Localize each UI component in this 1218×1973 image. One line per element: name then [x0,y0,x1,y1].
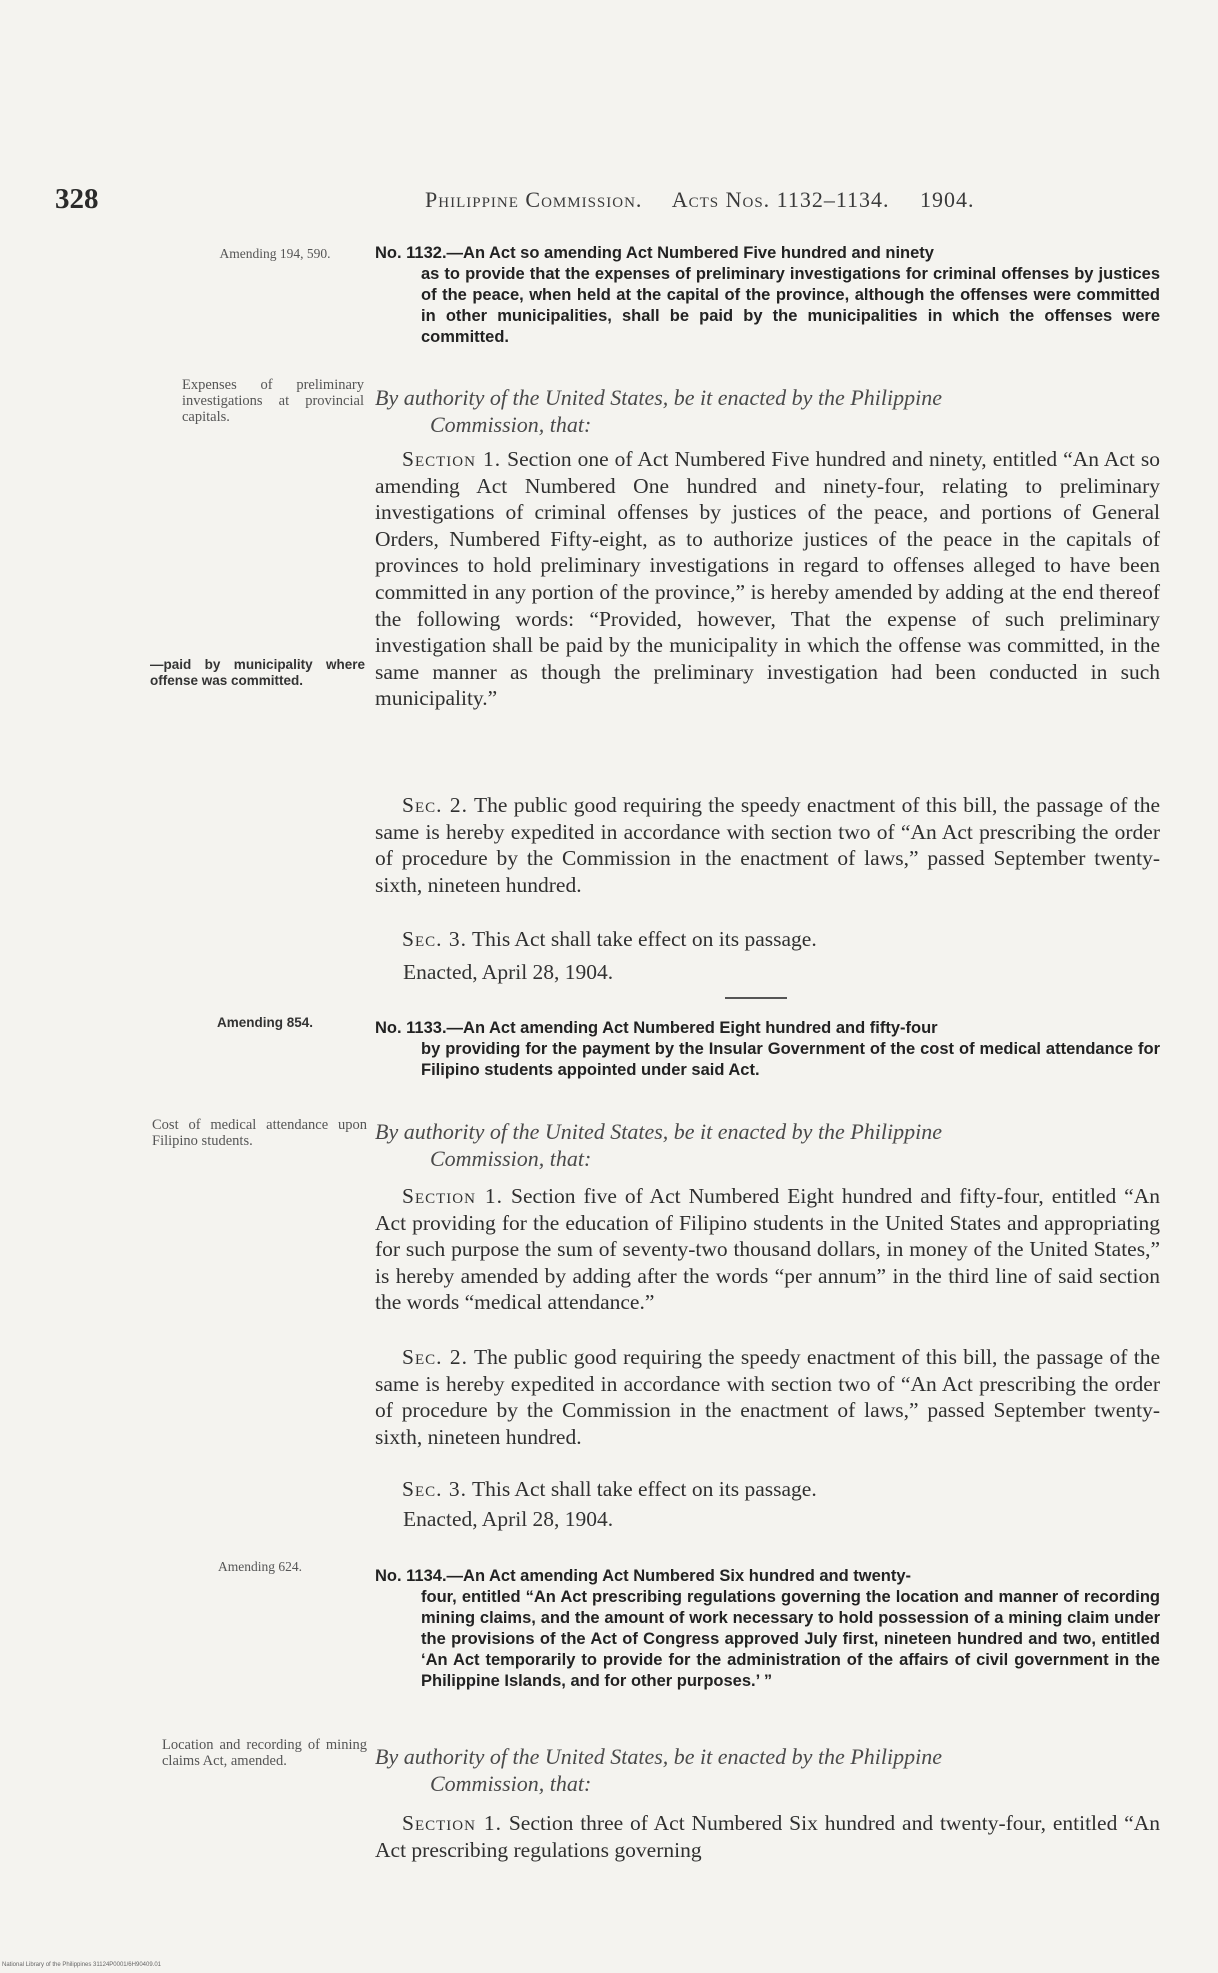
act-1134-sec1-text: Section three of Act Numbered Six hundred and twenty-four, entitled “An Act prescribing regulations governing [375,1811,1161,1862]
act-1133-headnote [375,1018,1160,1081]
act-1132-enacting-clause [375,384,1165,438]
act-1132-sec2-text: The public good requiring the speedy enactment of this bill, the passage of the same is hereby expedited in accordance with section two of “An Act prescribing the order of procedure by the Commission in the enactment of laws,” passed September twenty-sixth, nineteen hundred. [375,793,1160,897]
act-1133-sec3-label: Sec. 3. [402,1477,467,1501]
act-1132-sec2-label: Sec. 2. [402,793,468,817]
act-1133-sec1-label: Section 1. [402,1184,504,1208]
act-1133-headnote-rest: by providing for the payment by the Insular Government of the cost of medical attendance for Filipino students appointed under said Act. [421,1040,1160,1079]
header-year: 1904. [920,187,975,212]
act-1132-sec1-text: Section one of Act Numbered Five hundred and ninety, entitled “An Act so amending Act Numbered One hundred and ninety-four, relating to preliminary investigations of criminal offenses by justices of the peace, and portions of General Orders, Numbered Fifty-eight, as to authorize justices of the peace in the capitals of provinces to hold preliminary investigations in regard to offenses alleged to have been committed in any portion of the province,” is hereby amended by adding at the end thereof the following words: “Provided, however, That the expense of such preliminary investigation shall be paid by the municipality in which the offense was committed, in the same manner as though the preliminary investigation had been conducted in such municipality.” [375,447,1160,711]
act-1134-enacting-clause [375,1743,1165,1797]
act-1132-sec3-label: Sec. 3. [402,927,467,951]
act-1133-enacted: Enacted, April 28, 1904. [403,1507,614,1531]
act-1132-headnote-first: No. 1132.—An Act so amending Act Numbered Five hundred and ninety [375,244,934,262]
act-1133-enacting-1: By authority of the United States, be it enacted by the Philippine [375,1119,942,1144]
margin-note-amending-1132: Amending 194, 590. [219,246,331,261]
act-1133-enacting-2: Commission, that: [430,1146,592,1171]
act-1132-sec1-label: Section 1. [402,447,502,471]
act-1132-section-2 [375,792,1160,898]
act-1132-section-3 [375,926,1160,953]
act-1134-headnote-rest: four, entitled “An Act prescribing regulations governing the location and manner of recording mining claims, and the amount of work necessary to hold possession of a mining claim under the provisions of the Act of Congress approved July first, nineteen hundred and two, entitled ‘An Act temporarily to provide for the administration of the affairs of civil government in the Philippine Islands, and for other purposes.’ ” [421,1588,1160,1690]
margin-note-amending-1134: Amending 624. [218,1559,302,1574]
act-1133-enacting-clause [375,1118,1165,1172]
act-1132-enacting-1: By authority of the United States, be it enacted by the Philippine [375,385,942,410]
margin-note-cost: Cost of medical attendance upon Filipino students. [152,1117,367,1149]
header-title: Philippine Commission. [425,187,643,212]
act-1133-sec3-text: This Act shall take effect on its passage. [472,1477,817,1501]
act-1133-sec1-text: Section five of Act Numbered Eight hundred and fifty-four, entitled “An Act providing for the education of Filipino students in the United States and appropriating for such purpose the sum of seventy-two thousand dollars, in money of the United States,” is hereby amended by adding after the words “per annum” in the third line of said section the words “medical attendance.” [375,1184,1160,1315]
act-1132-section-1 [375,446,1160,712]
act-1133-sec2-text: The public good requiring the speedy enactment of this bill, the passage of the same is hereby expedited in accordance with section two of “An Act prescribing the order of procedure by the Commission in the enactment of laws,” passed September twenty-sixth, nineteen hundred. [375,1345,1160,1449]
margin-note-location: Location and recording of mining claims Act, amended. [162,1737,367,1769]
act-1132-enacted: Enacted, April 28, 1904. [403,960,614,984]
act-1134-headnote [375,1566,1160,1692]
act-1132-sec3-text: This Act shall take effect on its passage. [472,927,817,951]
margin-note-expenses: Expenses of preliminary investigations at provincial capitals. [182,377,364,425]
act-1134-section-1 [375,1810,1160,1863]
act-1133-sec2-label: Sec. 2. [402,1345,468,1369]
act-1132-headnote [375,243,1160,348]
act-1134-headnote-first: No. 1134.—An Act amending Act Numbered Six hundred and twenty- [375,1567,912,1585]
act-1134-sec1-label: Section 1. [402,1811,502,1835]
margin-note-paid: —paid by municipality where offense was committed. [150,657,365,688]
act-1133-section-2 [375,1344,1160,1450]
scan-footer-note: National Library of the Philippines 31124P0001/6H90409.01 [2,1962,162,1968]
act-1133-section-1 [375,1183,1160,1316]
section-divider [725,997,787,999]
margin-note-amending-1133: Amending 854. [216,1015,314,1030]
page-number: 328 [55,183,99,215]
act-1133-section-3 [375,1476,1160,1503]
act-1132-headnote-rest: as to provide that the expenses of preliminary investigations for criminal offenses by justices of the peace, when held at the capital of the province, although the offenses were committed in other municipalities, shall be paid by the municipalities in which the offenses were committed. [421,265,1160,346]
header-acts: Acts Nos. 1132–1134. [671,187,890,212]
act-1134-enacting-1: By authority of the United States, be it enacted by the Philippine [375,1744,942,1769]
act-1133-headnote-first: No. 1133.—An Act amending Act Numbered Eight hundred and fifty-four [375,1019,938,1037]
running-header [425,187,999,213]
act-1134-enacting-2: Commission, that: [430,1771,592,1796]
act-1132-enacting-2: Commission, that: [430,412,592,437]
